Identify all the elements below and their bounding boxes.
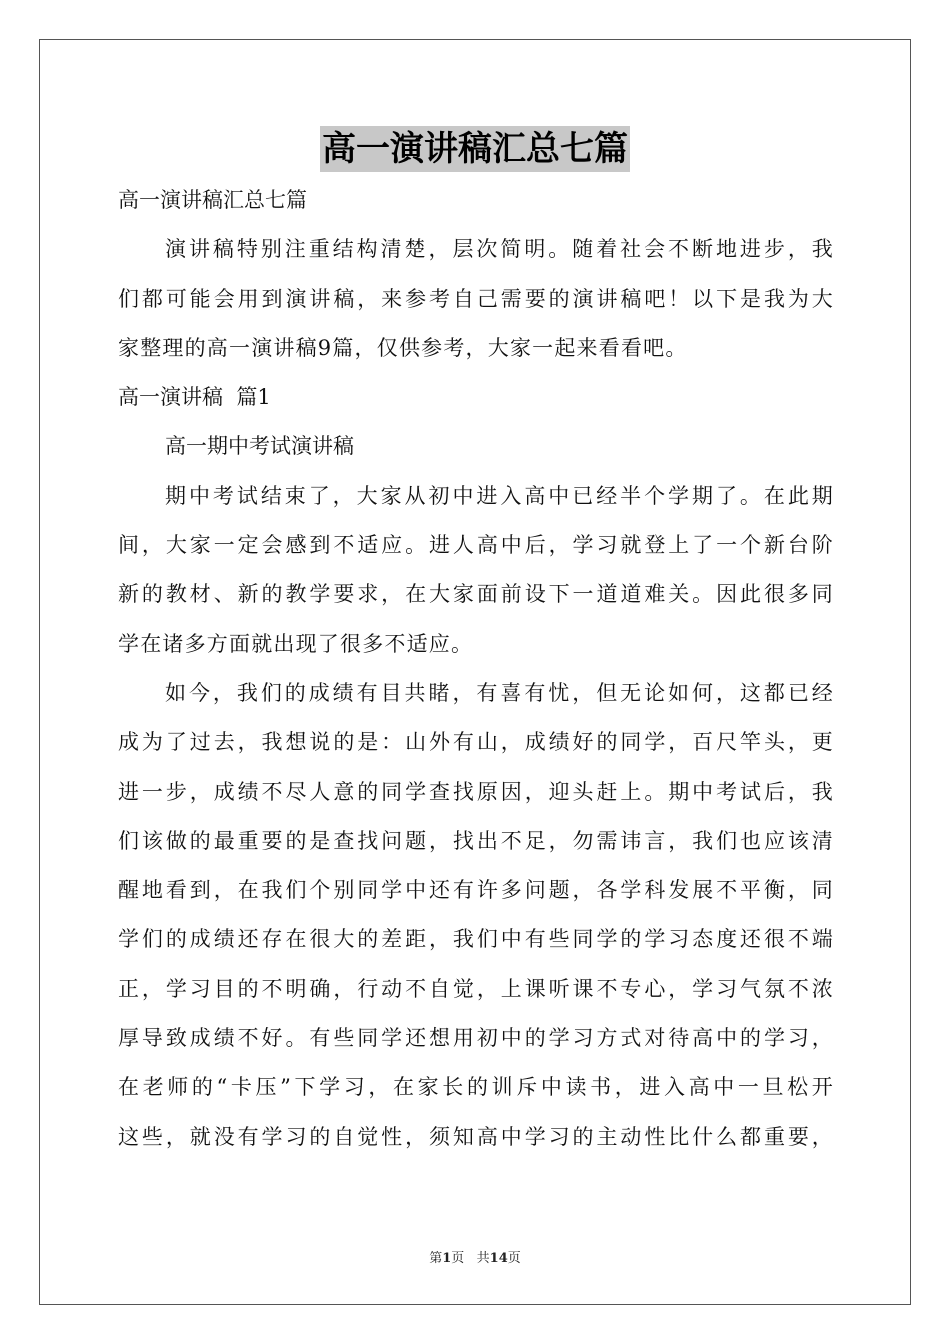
paragraph-line: 学们的成绩还存在很大的差距，我们中有些同学的学习态度还很不端 [118, 927, 834, 952]
paragraph-line: 间，大家一定会感到不适应。进人高中后，学习就登上了一个新台阶 [118, 533, 834, 558]
document-body [118, 176, 834, 1162]
paragraph-line: 进一步，成绩不尽人意的同学查找原因，迎头赶上。期中考试后，我 [118, 779, 834, 804]
paragraph-line: 正，学习目的不明确，行动不自觉，上课听课不专心，学习气氛不浓 [118, 976, 834, 1001]
paragraph-line: 这些，就没有学习的自觉性，须知高中学习的主动性比什么都重要， [118, 1124, 834, 1149]
paragraph-line: 新的教材、新的教学要求，在大家面前设下一道道难关。因此很多同 [118, 582, 834, 607]
paragraph-line: 成为了过去，我想说的是：山外有山，成绩好的同学，百尺竿头，更 [118, 730, 834, 755]
speech-title: 高一期中考试演讲稿 [165, 434, 354, 459]
document-subtitle: 高一演讲稿汇总七篇 [118, 188, 307, 212]
footer-page-prefix: 第 [429, 1251, 443, 1266]
intro-line: 们都可能会用到演讲稿，来参考自己需要的演讲稿吧！以下是我为大 [118, 286, 834, 311]
paragraph-line: 在老师的“卡压”下学习，在家长的训斥中读书，进入高中一旦松开 [118, 1075, 834, 1100]
title-wrap [0, 126, 950, 172]
paragraph-line: 如今，我们的成绩有目共睹，有喜有忧，但无论如何，这都已经 [165, 680, 834, 705]
document-title: 高一演讲稿汇总七篇 [320, 126, 630, 172]
intro-line: 演讲稿特别注重结构清楚，层次简明。随着社会不断地进步，我 [165, 237, 834, 262]
footer-page-total: 14 [489, 1251, 508, 1266]
paragraph-line: 们该做的最重要的是查找问题，找出不足，勿需讳言，我们也应该清 [118, 828, 834, 853]
paragraph-line: 醒地看到，在我们个别同学中还有许多问题，各学科发展不平衡，同 [118, 878, 834, 903]
footer-page-mid: 页 共 [451, 1251, 490, 1266]
section-heading: 高一演讲稿 篇1 [118, 385, 271, 410]
page-footer [0, 1247, 950, 1266]
paragraph-line: 期中考试结束了，大家从初中进入高中已经半个学期了。在此期 [165, 483, 834, 508]
footer-page-number: 1 [442, 1251, 452, 1266]
intro-line: 家整理的高一演讲稿9篇，仅供参考，大家一起来看看吧。 [118, 335, 688, 360]
paragraph-line: 厚导致成绩不好。有些同学还想用初中的学习方式对待高中的学习， [118, 1026, 834, 1051]
footer-page-suffix: 页 [507, 1251, 521, 1266]
paragraph-line: 学在诸多方面就出现了很多不适应。 [118, 631, 474, 656]
